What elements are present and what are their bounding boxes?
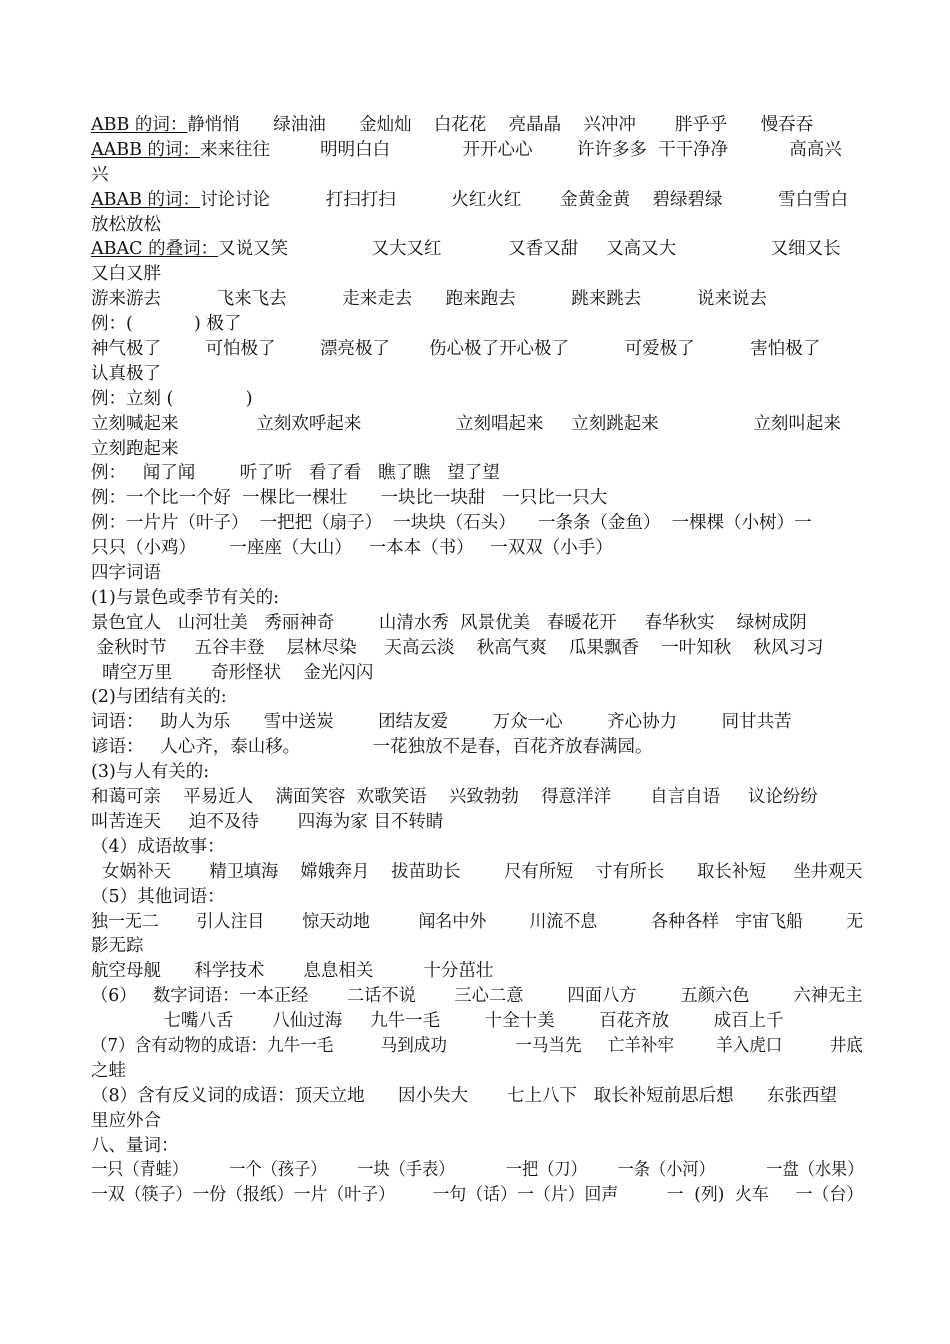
line-text: 谚语： 人心齐，泰山移。 一花独放不是春，百花齐放春满园。 [91,737,653,758]
text-line [91,685,863,710]
text-line [91,337,863,362]
text-line [91,959,863,984]
line-text: 立刻喊起来 立刻欢呼起来 立刻唱起来 立刻跳起来 立刻叫起来 [91,413,841,434]
line-text: 晴空万里 奇形怪状 金光闪闪 [91,662,374,683]
text-line [91,785,863,810]
line-text: 四字词语 [91,563,161,584]
line-text: 立刻跑起来 [91,438,179,459]
line-text: 神气极了 可怕极了 漂亮极了 伤心极了开心极了 可爱极了 害怕极了 [91,339,821,360]
text-line [91,511,863,536]
line-text: 又白又胖 [91,264,161,285]
text-line [91,188,863,213]
category-label: AABB 的词： [91,139,201,160]
category-label: ABAC 的叠词： [91,239,219,260]
text-line [91,860,863,885]
line-text: 之蛙 [91,1060,126,1081]
line-text: 游来游去 飞来飞去 走来走去 跑来跑去 跳来跳去 说来说去 [91,289,767,310]
text-line [91,735,863,760]
text-line [91,810,863,835]
line-text: 女娲补天 精卫填海 嫦娥奔月 拔苗助长 尺有所短 寸有所长 取长补短 坐井观天 [91,861,863,882]
line-text: 放松放松 [91,214,161,235]
line-text: （5）其他词语： [91,886,225,907]
line-text: （7）含有动物的成语：九牛一毛 马到成功 一马当先 亡羊补牢 羊入虎口 井底 [91,1035,863,1056]
text-line [91,362,863,387]
line-text: 静悄悄 绿油油 金灿灿 白花花 亮晶晶 兴冲冲 胖乎乎 慢吞吞 [187,115,814,135]
text-line [91,312,863,337]
line-text: 例：立刻 ( ) [91,388,253,409]
line-text: 八、量词： [91,1135,179,1156]
line-text: 例： 闻了闻 听了听 看了看 瞧了瞧 望了望 [91,463,500,484]
line-text: （4）成语故事： [91,836,225,857]
line-text: 独一无二 引人注目 惊天动地 闻名中外 川流不息 各种各样 宇宙飞船 无 [91,911,864,932]
text-line [91,1059,863,1084]
line-text: 一只（青蛙） 一个（孩子） 一块（手表） 一把（刀） 一条（小河） 一盘（水果） [91,1160,864,1181]
text-line [91,287,863,312]
line-text: 一双（筷子）一份（报纸）一片（叶子） 一句（话）一（片）回声 一 (列) 火车 一（台） [91,1185,864,1206]
category-label: ABAB 的词： [91,189,201,210]
text-line [91,835,863,860]
text-line [91,437,863,462]
line-text: 里应外合 [91,1110,161,1131]
line-text: 和蔼可亲 平易近人 满面笑容 欢歌笑语 兴致勃勃 得意洋洋 自言自语 议论纷纷 [91,787,818,808]
line-text: 例：( ) 极了 [91,314,242,335]
text-line [91,1109,863,1134]
line-text: 来来往往 明明白白 开开心心 许许多多 干干净净 高高兴 [200,139,842,160]
text-line [91,885,863,910]
line-text: 景色宜人 山河壮美 秀丽神奇 山清水秀 风景优美 春暖花开 春华秋实 绿树成阴 [91,612,807,633]
text-line [91,586,863,611]
text-line [91,163,863,188]
text-line [91,113,863,138]
line-text: (1)与景色或季节有关的: [91,587,280,608]
text-line [91,1134,863,1159]
text-line [91,237,863,262]
text-line [91,262,863,287]
line-text: 例：一个比一个好 一棵比一棵壮 一块比一块甜 一只比一只大 [91,488,608,509]
text-line [91,984,863,1009]
text-line [91,412,863,437]
line-text: (2)与团结有关的: [91,687,227,708]
text-line [91,934,863,959]
text-line [91,760,863,785]
text-line [91,910,864,935]
text-line [91,213,863,238]
line-text: 七嘴八舌 八仙过海 九牛一毛 十全十美 百花齐放 成百上千 [91,1011,784,1032]
text-line [91,1158,864,1183]
text-line [91,1183,864,1208]
line-text: （8）含有反义词的成语：顶天立地 因小失大 七上八下 取长补短前思后想 东张西望 [91,1085,838,1106]
text-line [91,611,863,636]
line-text: 讨论讨论 打扫打扫 火红火红 金黄金黄 碧绿碧绿 雪白雪白 [200,189,849,210]
line-text: (3)与人有关的: [91,762,210,783]
line-text: 又说又笑 又大又红 又香又甜 又高又大 又细又长 [218,239,841,260]
text-line [91,536,863,561]
line-text: （6） 数字词语：一本正经 二话不说 三心二意 四面八方 五颜六色 六神无主 [91,986,863,1007]
line-text: 航空母舰 科学技术 息息相关 十分茁壮 [91,961,494,982]
line-text: 例：一片片（叶子） 一把把（扇子） 一块块（石头） 一条条（金鱼） 一棵棵（小树）一 [91,513,812,534]
line-text: 影无踪 [91,936,144,957]
document-page [91,113,863,1208]
line-text: 只只（小鸡） 一座座（大山） 一本本（书） 一双双（小手） [91,538,613,559]
text-line [91,486,863,511]
text-line [91,387,863,412]
category-label: ABB 的词： [91,115,188,135]
text-line [91,1034,863,1059]
line-text: 词语： 助人为乐 雪中送炭 团结友爱 万众一心 齐心协力 同甘共苦 [91,712,792,733]
line-text: 认真极了 [91,363,161,384]
line-text: 金秋时节 五谷丰登 层林尽染 天高云淡 秋高气爽 瓜果飘香 一叶知秋 秋风习习 [91,637,824,658]
text-line [91,561,863,586]
line-text: 叫苦连天 迫不及待 四海为家 目不转睛 [91,811,444,832]
text-line [91,710,863,735]
text-line [91,1084,863,1109]
text-line [91,138,863,163]
text-line [91,461,863,486]
text-line [91,1009,863,1034]
text-line [91,661,863,686]
line-text: 兴 [91,164,109,185]
text-line [91,636,863,661]
